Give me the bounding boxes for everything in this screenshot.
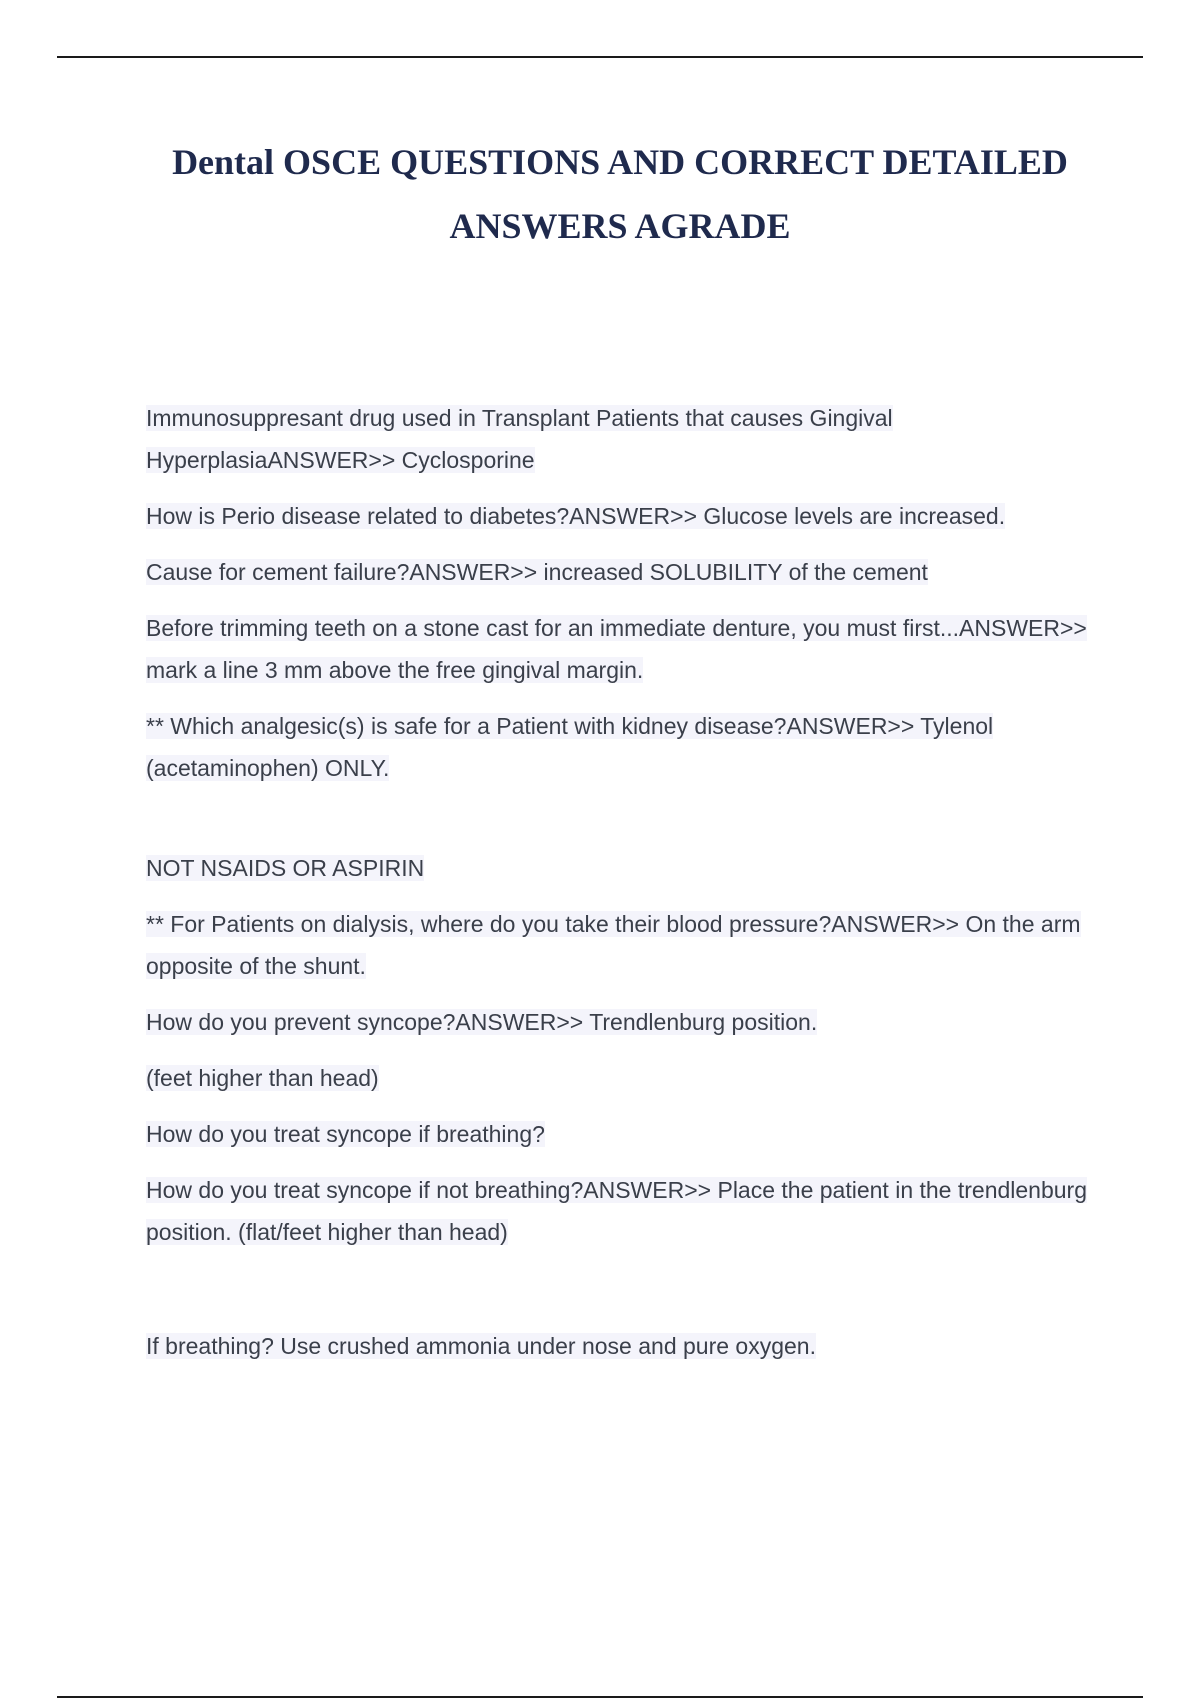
paragraph-6 bbox=[146, 847, 1106, 889]
paragraph-1-text: Immunosuppresant drug used in Transplant Patients that causes Gingival HyperplasiaANSWER>> Cyclosporine bbox=[146, 405, 893, 473]
bottom-rule bbox=[57, 1696, 1143, 1698]
paragraph-3 bbox=[146, 551, 1106, 593]
paragraph-7-text: ** For Patients on dialysis, where do you take their blood pressure?ANSWER>> On the arm opposite of the shunt. bbox=[146, 911, 1081, 979]
paragraph-5 bbox=[146, 705, 1106, 789]
paragraph-7 bbox=[146, 903, 1106, 987]
document-body bbox=[146, 397, 1106, 1381]
paragraph-2 bbox=[146, 495, 1106, 537]
paragraph-9 bbox=[146, 1057, 1106, 1099]
paragraph-1 bbox=[146, 397, 1106, 481]
paragraph-11 bbox=[146, 1169, 1106, 1253]
paragraph-9-text: (feet higher than head) bbox=[146, 1065, 379, 1091]
paragraph-4-text: Before trimming teeth on a stone cast for an immediate denture, you must first...ANSWER>> mark a line 3 mm above the free gingival margin. bbox=[146, 615, 1087, 683]
paragraph-8-text: How do you prevent syncope?ANSWER>> Trendlenburg position. bbox=[146, 1009, 818, 1035]
paragraph-3-text: Cause for cement failure?ANSWER>> increased SOLUBILITY of the cement bbox=[146, 559, 928, 585]
paragraph-8 bbox=[146, 1001, 1106, 1043]
paragraph-2-text: How is Perio disease related to diabetes?ANSWER>> Glucose levels are increased. bbox=[146, 503, 1006, 529]
paragraph-10-text: How do you treat syncope if breathing? bbox=[146, 1121, 545, 1147]
top-rule bbox=[57, 56, 1143, 58]
paragraph-11-text: How do you treat syncope if not breathing?ANSWER>> Place the patient in the trendlenburg position. (flat/feet higher than head) bbox=[146, 1177, 1088, 1245]
paragraph-12-text: If breathing? Use crushed ammonia under nose and pure oxygen. bbox=[146, 1333, 816, 1359]
paragraph-4 bbox=[146, 607, 1106, 691]
document-title: Dental OSCE QUESTIONS AND CORRECT DETAILED ANSWERS AGRADE bbox=[172, 142, 1068, 246]
paragraph-12 bbox=[146, 1325, 1106, 1367]
paragraph-6-text: NOT NSAIDS OR ASPIRIN bbox=[146, 855, 425, 881]
paragraph-5-text: ** Which analgesic(s) is safe for a Patient with kidney disease?ANSWER>> Tylenol (acetaminophen) ONLY. bbox=[146, 713, 994, 781]
paragraph-10 bbox=[146, 1113, 1106, 1155]
